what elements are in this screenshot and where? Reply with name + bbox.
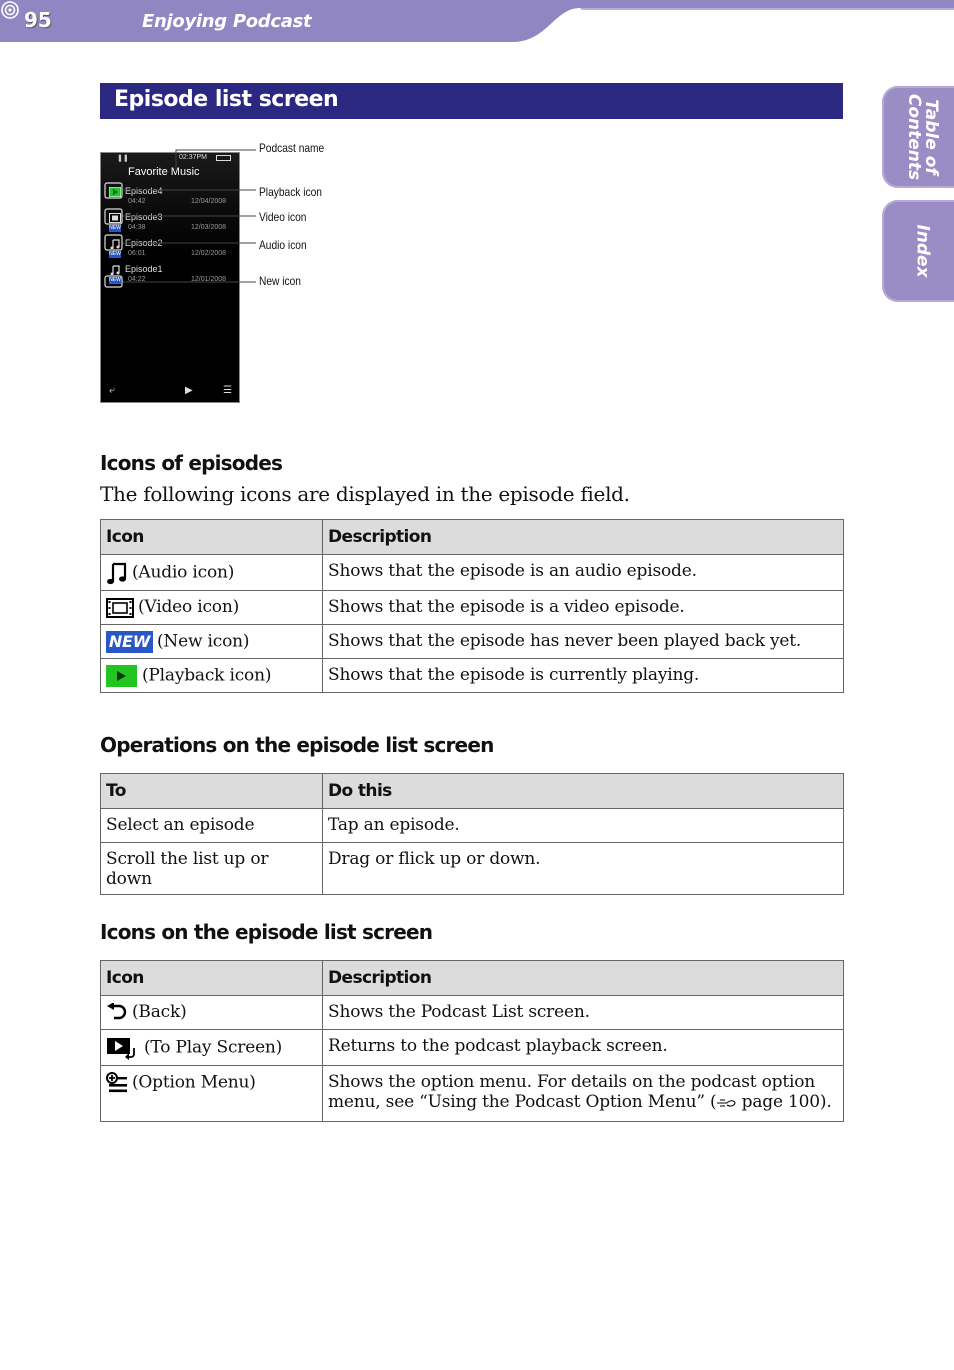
back-icon[interactable]: ⤶ — [109, 385, 115, 396]
playback-icon — [109, 187, 121, 197]
device-footer — [101, 385, 239, 401]
device-episode-date: 12/04/2008 — [191, 198, 227, 205]
screen-icons-table — [100, 960, 844, 1122]
device-episode-duration: 06:01 — [128, 250, 146, 257]
page-number: 95 — [24, 8, 52, 32]
table-row — [101, 591, 844, 625]
option-menu-icon — [106, 1072, 128, 1094]
column-header: Description — [323, 961, 844, 996]
device-episode-name: Episode2 — [125, 238, 163, 248]
device-episode-date: 12/01/2008 — [191, 276, 227, 283]
to-play-screen-icon[interactable]: ▶ — [185, 385, 193, 396]
table-of-contents-tab[interactable] — [882, 86, 954, 188]
description-cell — [323, 1066, 844, 1122]
callout-new-icon: New icon — [259, 274, 301, 288]
icon-label: (To Play Screen) — [144, 1037, 283, 1058]
device-screenshot — [100, 152, 240, 403]
icon-cell — [101, 996, 323, 1030]
callout-podcast-name: Podcast name — [259, 141, 325, 155]
device-clock: 02:37PM — [179, 154, 208, 161]
table-row — [101, 555, 844, 591]
device-episode-name: Episode3 — [125, 212, 163, 222]
do-cell: Tap an episode. — [323, 809, 844, 843]
device-status-bar — [101, 153, 239, 163]
pause-icon: ❚❚ — [117, 155, 129, 162]
icon-cell — [101, 555, 323, 591]
description-cell: Shows that the episode has never been played back yet. — [323, 625, 844, 659]
device-episode-duration: 04:38 — [128, 224, 146, 231]
description-cell: Shows that the episode is an audio episode. — [323, 555, 844, 591]
icon-cell — [101, 1066, 323, 1122]
table-header-row — [101, 961, 844, 996]
table-row — [101, 1030, 844, 1066]
table-row — [101, 996, 844, 1030]
section-title: Enjoying Podcast — [142, 11, 312, 32]
operations-table — [100, 773, 844, 895]
to-cell: Scroll the list up or down — [101, 843, 323, 895]
icon-cell — [101, 625, 323, 659]
icon-cell — [101, 591, 323, 625]
device-episode-row[interactable] — [101, 184, 239, 210]
device-episode-date: 12/03/2008 — [191, 224, 227, 231]
audio-icon — [106, 561, 128, 585]
description-cell: Shows that the episode is a video episode. — [323, 591, 844, 625]
device-episode-date: 12/02/2008 — [191, 250, 227, 257]
table-row — [101, 1066, 844, 1122]
column-header: Icon — [101, 520, 323, 555]
index-tab[interactable] — [882, 200, 954, 302]
icon-label: (New icon) — [157, 631, 250, 652]
device-episode-name: Episode1 — [125, 264, 163, 274]
table-row — [101, 843, 844, 895]
new-icon: NEW — [109, 251, 121, 257]
option-menu-icon[interactable]: ☰ — [223, 385, 232, 396]
icon-label: (Playback icon) — [142, 665, 272, 686]
description-cell: Shows that the episode is currently playing. — [323, 659, 844, 693]
page-100-link[interactable]: page 100). — [741, 1092, 832, 1112]
icons-of-episodes-intro: The following icons are displayed in the episode field. — [100, 482, 630, 506]
playback-icon — [106, 665, 137, 687]
table-header-row — [101, 520, 844, 555]
callout-video-icon: Video icon — [259, 210, 307, 224]
device-episode-row[interactable] — [101, 236, 239, 262]
icon-label: (Option Menu) — [132, 1072, 256, 1093]
table-row — [101, 625, 844, 659]
description-cell: Returns to the podcast playback screen. — [323, 1030, 844, 1066]
icon-label: (Audio icon) — [132, 562, 235, 583]
column-header: Do this — [323, 774, 844, 809]
to-cell: Select an episode — [101, 809, 323, 843]
audio-icon — [109, 265, 121, 275]
device-podcast-name: Favorite Music — [128, 166, 200, 178]
callout-playback-icon: Playback icon — [259, 185, 322, 199]
new-icon: NEW — [109, 277, 121, 283]
option-menu-description: Shows the option menu. For details on the podcast option menu, see “Using the Podcast Option Menu” ( — [328, 1072, 815, 1112]
pointing-hand-icon — [716, 1096, 736, 1110]
device-episode-duration: 04:22 — [128, 276, 146, 283]
podcast-icon — [0, 0, 20, 20]
page-title: Episode list screen — [114, 87, 339, 112]
operations-heading: Operations on the episode list screen — [100, 733, 494, 757]
video-icon — [109, 213, 121, 223]
table-row — [101, 659, 844, 693]
video-icon — [106, 598, 134, 618]
icon-cell — [101, 1030, 323, 1066]
device-episode-name: Episode4 — [125, 186, 163, 196]
column-header: Description — [323, 520, 844, 555]
icon-label: (Back) — [132, 1002, 187, 1022]
table-row — [101, 809, 844, 843]
to-play-screen-icon — [106, 1036, 140, 1060]
callout-audio-icon: Audio icon — [259, 238, 307, 252]
device-episode-duration: 04:42 — [128, 198, 146, 205]
device-episode-row[interactable] — [101, 210, 239, 236]
description-cell: Shows the Podcast List screen. — [323, 996, 844, 1030]
episode-icons-table — [100, 519, 844, 693]
device-episode-row[interactable] — [101, 262, 239, 288]
back-icon — [106, 1003, 128, 1023]
audio-icon — [109, 239, 121, 249]
do-cell: Drag or flick up or down. — [323, 843, 844, 895]
icons-of-episodes-heading: Icons of episodes — [100, 451, 283, 475]
new-icon: NEW — [109, 225, 121, 231]
column-header: To — [101, 774, 323, 809]
icon-cell — [101, 659, 323, 693]
index-tab-label: Index — [912, 224, 933, 278]
table-header-row — [101, 774, 844, 809]
page-header — [0, 0, 954, 42]
icon-label: (Video icon) — [138, 597, 240, 617]
page-title-bar — [100, 83, 843, 119]
toc-tab-label: Table of Contents — [904, 93, 941, 181]
battery-icon — [216, 155, 231, 161]
column-header: Icon — [101, 961, 323, 996]
new-icon: NEW — [106, 631, 153, 653]
screen-icons-heading: Icons on the episode list screen — [100, 920, 433, 944]
